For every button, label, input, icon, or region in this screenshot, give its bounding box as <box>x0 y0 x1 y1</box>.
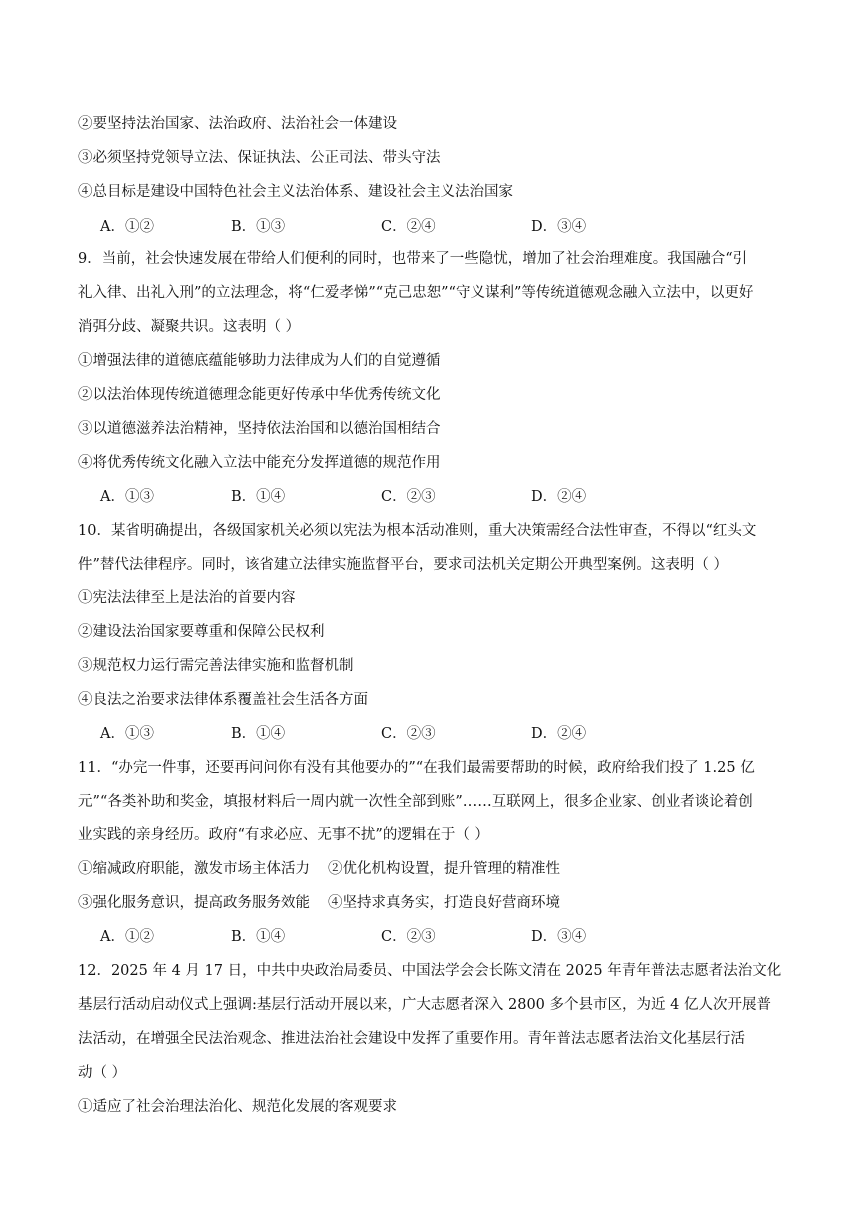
q8-option-b[interactable]: B．①③ <box>231 219 286 235</box>
q10-item-4: ④良法之治要求法律体系覆盖社会生活各方面 <box>78 692 368 708</box>
q11-option-a[interactable]: A．①② <box>100 929 154 945</box>
q10-item-1: ①宪法法律至上是法治的首要内容 <box>78 590 296 606</box>
q9-item-3: ③以道德滋养法治精神，坚持依法治国和以德治国相结合 <box>78 421 441 437</box>
q9-item-4: ④将优秀传统文化融入立法中能充分发挥道德的规范作用 <box>78 455 441 471</box>
q9-stem-line-1: 9．当前，社会快速发展在带给人们便利的同时，也带来了一些隐忧，增加了社会治理难度。我国融合“引 <box>78 251 748 267</box>
q10-option-c[interactable]: C．②③ <box>381 726 436 742</box>
q10-item-3: ③规范权力运行需完善法律实施和监督机制 <box>78 658 354 674</box>
q12-stem-line-1: 12．2025 年 4 月 17 日，中共中央政治局委员、中国法学会会长陈文清在 2025 年青年普法志愿者法治文化 <box>78 963 782 979</box>
q8-item-3: ③必须坚持党领导立法、保证执法、公正司法、带头守法 <box>78 150 441 166</box>
q11-option-d[interactable]: D．③④ <box>531 929 587 945</box>
q11-item-4: ④坚持求真务实，打造良好营商环境 <box>328 895 560 911</box>
q8-option-d[interactable]: D．③④ <box>531 219 587 235</box>
q12-stem-line-2: 基层行活动启动仪式上强调:基层行活动开展以来，广大志愿者深入 2800 多个县市区，为近 4 亿人次开展普 <box>78 997 771 1013</box>
q8-option-a[interactable]: A．①② <box>100 219 154 235</box>
q11-item-1: ①缩减政府职能，激发市场主体活力 <box>78 861 310 877</box>
q12-item-1: ①适应了社会治理法治化、规范化发展的客观要求 <box>78 1099 397 1115</box>
q11-item-3: ③强化服务意识，提高政务服务效能 <box>78 895 310 911</box>
q11-item-2: ②优化机构设置，提升管理的精准性 <box>328 861 560 877</box>
q10-option-a[interactable]: A．①③ <box>100 726 154 742</box>
q12-stem-line-4: 动（ ） <box>78 1065 127 1081</box>
q11-stem-line-1: 11．“办完一件事，还要再问问你有没有其他要办的”“在我们最需要帮助的时候，政府给我们投了 1.25 亿 <box>78 760 755 776</box>
q11-stem-line-3: 业实践的亲身经历。政府“有求必应、无事不扰”的逻辑在于（ ） <box>78 827 489 843</box>
q11-items-row-2 <box>78 891 560 912</box>
q10-stem-line-2: 件”替代法律程序。同时，该省建立法律实施监督平台，要求司法机关定期公开典型案例。这表明（ ） <box>78 557 729 573</box>
q9-stem-line-2: 礼入律、出礼入刑”的立法理念，将“仁爱孝悌”“克己忠恕”“守义谋利”等传统道德观念融入立法中，以更好 <box>78 285 754 301</box>
q9-item-1: ①增强法律的道德底蕴能够助力法律成为人们的自觉遵循 <box>78 353 441 369</box>
q9-option-a[interactable]: A．①③ <box>100 489 154 505</box>
q9-stem-line-3: 消弭分歧、凝聚共识。这表明（ ） <box>78 319 301 335</box>
q9-option-c[interactable]: C．②③ <box>381 489 436 505</box>
q12-stem-line-3: 法活动，在增强全民法治观念、推进法治社会建设中发挥了重要作用。青年普法志愿者法治文化基层行活 <box>78 1031 745 1047</box>
q11-items-row-1 <box>78 857 560 878</box>
q10-option-b[interactable]: B．①④ <box>231 726 286 742</box>
q11-option-c[interactable]: C．②③ <box>381 929 436 945</box>
q11-stem-line-2: 元”“各类补助和奖金，填报材料后一周内就一次性全部到账”……互联网上，很多企业家、创业者谈论着创 <box>78 794 753 810</box>
q10-stem-line-1: 10．某省明确提出，各级国家机关必须以宪法为根本活动准则，重大决策需经合法性审查，不得以“红头文 <box>78 523 757 539</box>
q8-item-2: ②要坚持法治国家、法治政府、法治社会一体建设 <box>78 116 397 132</box>
q10-option-d[interactable]: D．②④ <box>531 726 587 742</box>
q9-option-d[interactable]: D．②④ <box>531 489 587 505</box>
q8-option-c[interactable]: C．②④ <box>381 219 436 235</box>
q10-item-2: ②建设法治国家要尊重和保障公民权利 <box>78 624 325 640</box>
q9-option-b[interactable]: B．①④ <box>231 489 286 505</box>
q11-option-b[interactable]: B．①④ <box>231 929 286 945</box>
q8-item-4: ④总目标是建设中国特色社会主义法治体系、建设社会主义法治国家 <box>78 184 513 200</box>
q9-item-2: ②以法治体现传统道德理念能更好传承中华优秀传统文化 <box>78 387 441 403</box>
